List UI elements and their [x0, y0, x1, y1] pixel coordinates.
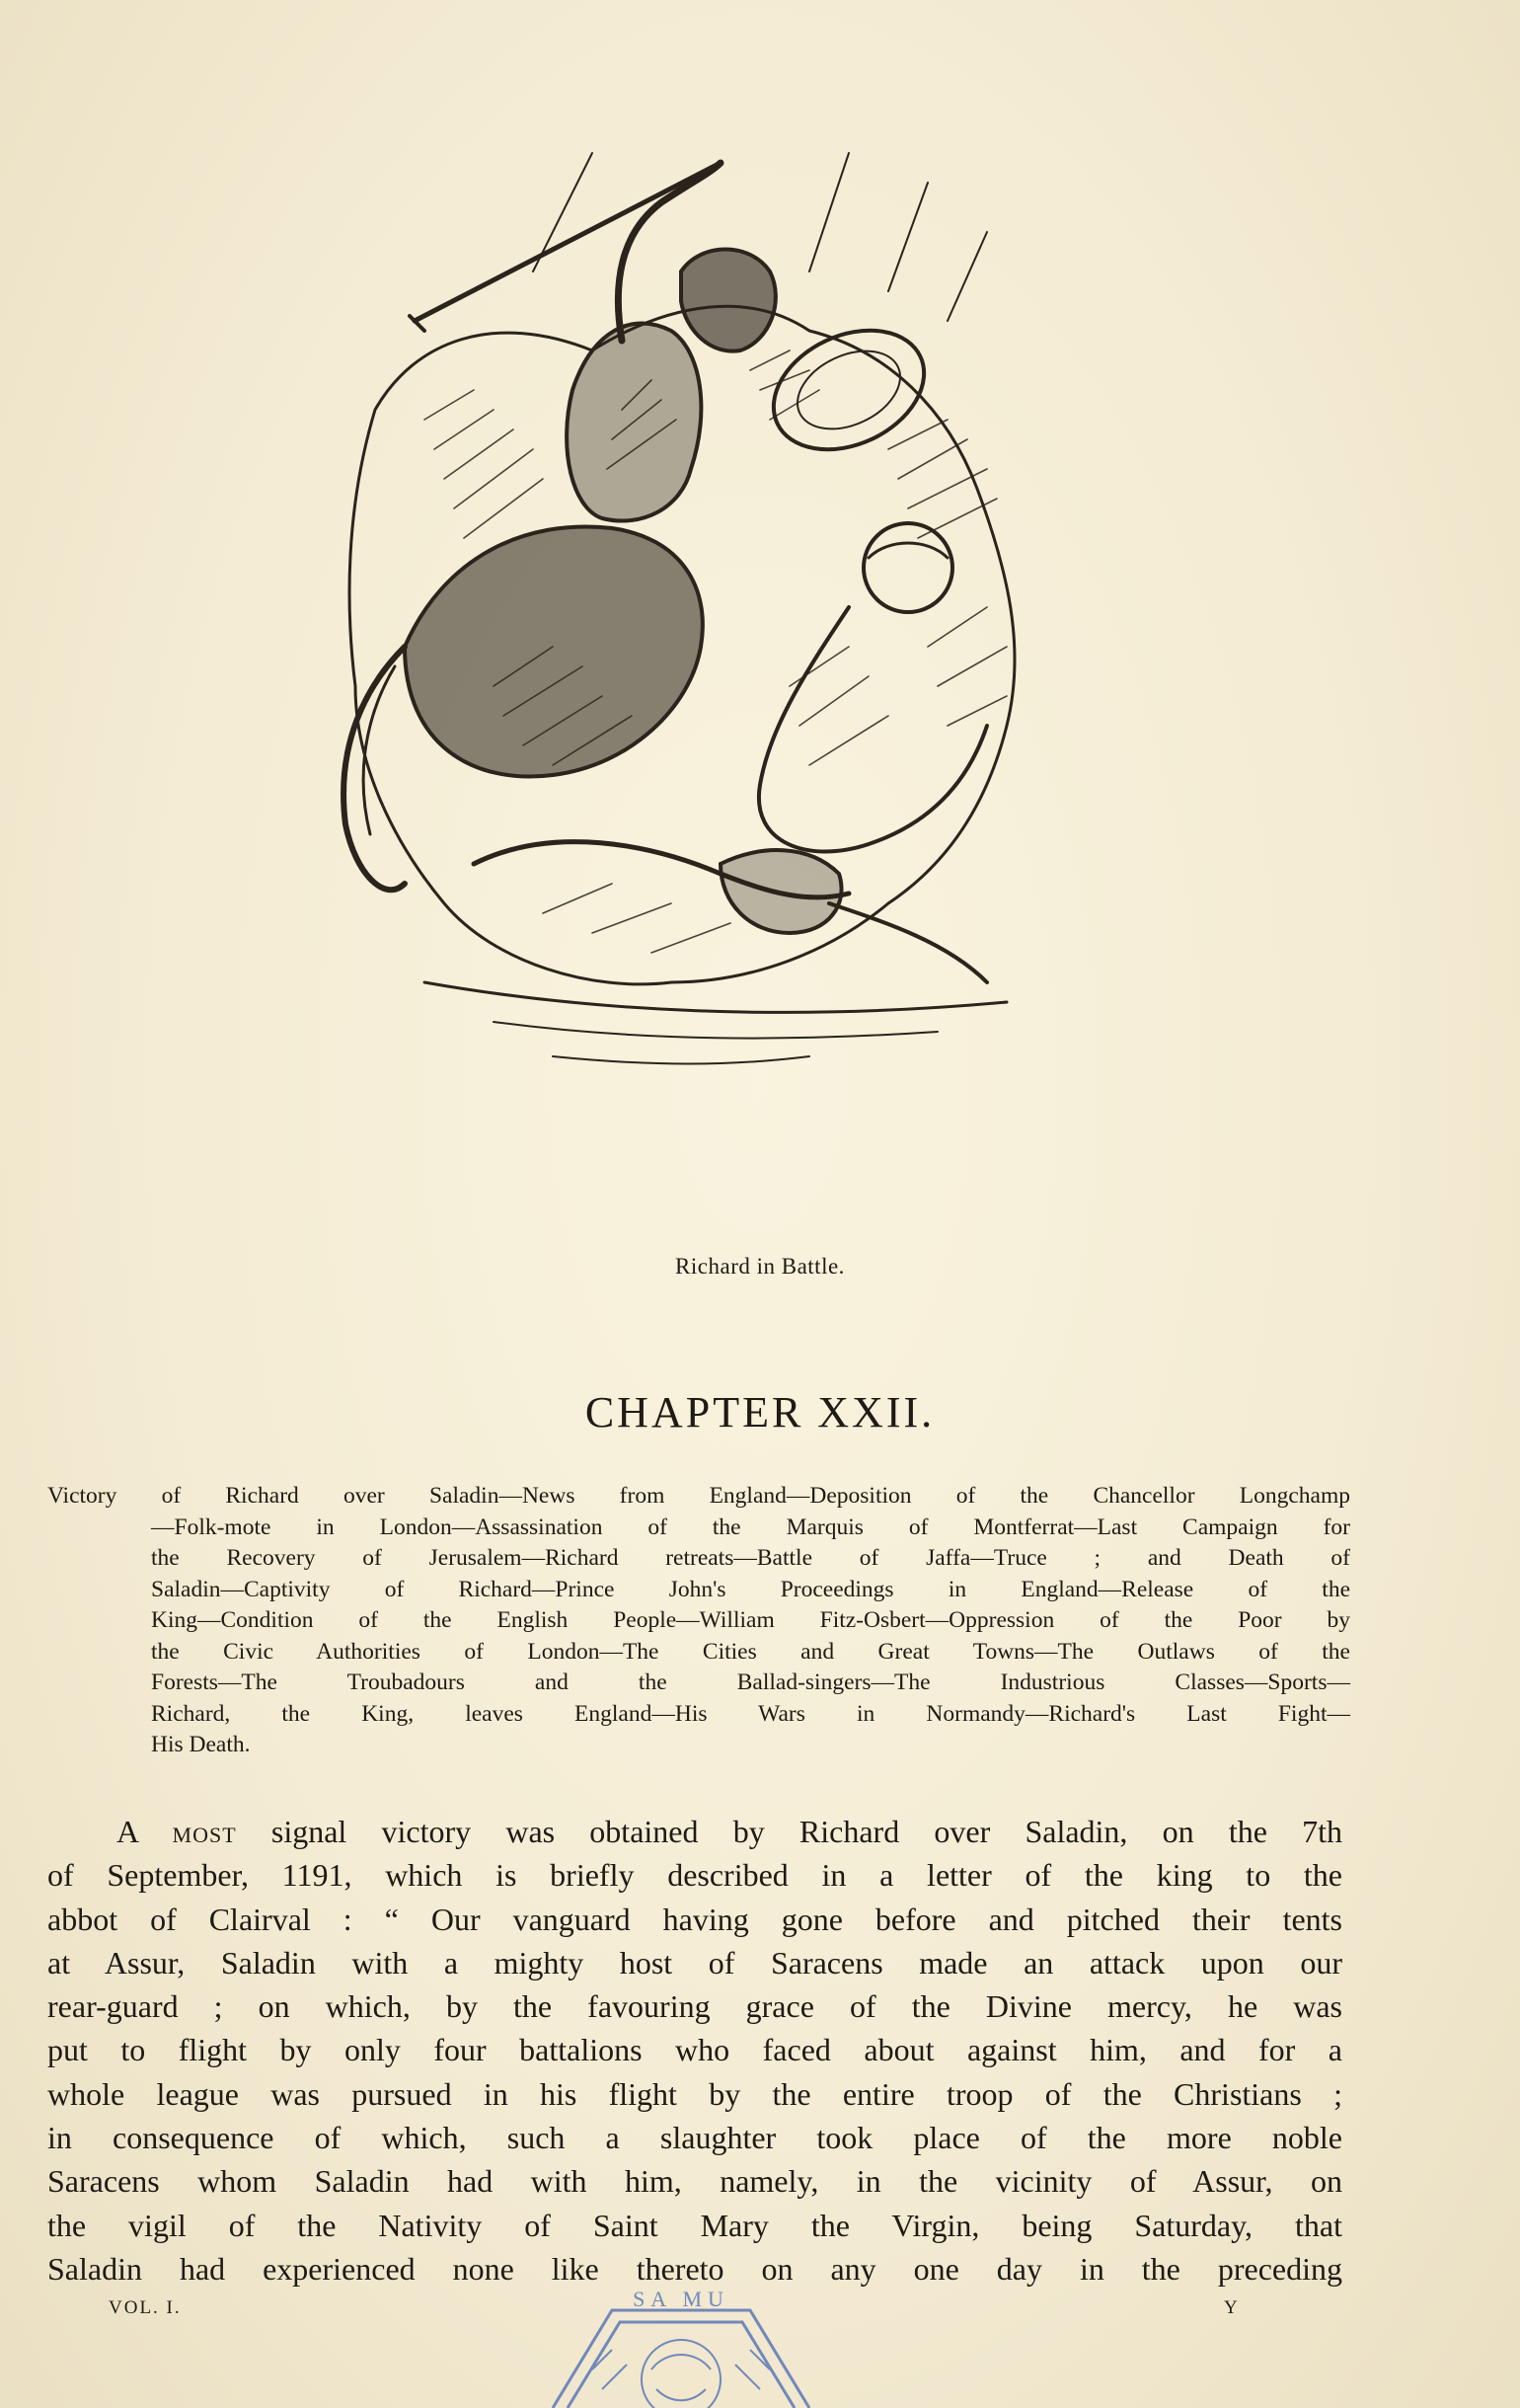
body-line: in consequence of which, such a slaughter took place of the more noble: [47, 2120, 1342, 2156]
body-paragraph: [47, 1810, 1342, 2291]
body-line: Saracens whom Saladin had with him, namely, in the vicinity of Assur, on: [47, 2163, 1342, 2200]
synopsis-line: Saladin—Captivity of Richard—Prince John's Proceedings in England—Release of the: [151, 1576, 1350, 1602]
synopsis-line: the Civic Authorities of London—The Cities and Great Towns—The Outlaws of the: [151, 1638, 1350, 1665]
chapter-synopsis: [47, 1481, 1350, 1761]
dropcap-word: A: [116, 1814, 138, 1849]
stamp-text: SA MU: [633, 2287, 729, 2311]
body-line: put to flight by only four battalions who faced about against him, and for a: [47, 2032, 1342, 2068]
first-line-rest: signal victory was obtained by Richard over Saladin, on the 7th: [270, 1814, 1343, 1849]
body-line: whole league was pursued in his flight by the entire troop of the Christians ;: [47, 2075, 1342, 2112]
footer-volume: VOL. I.: [109, 2297, 182, 2318]
smallcaps-word: most: [172, 1814, 237, 1849]
library-stamp-icon: [533, 2271, 829, 2408]
synopsis-line: Forests—The Troubadours and the Ballad-singers—The Industrious Classes—Sports—: [151, 1670, 1350, 1695]
synopsis-line: Victory of Richard over Saladin—News from England—Deposition of the Chancellor Longchamp: [47, 1483, 1350, 1509]
chapter-title: CHAPTER XXII.: [584, 1388, 936, 1437]
body-line: abbot of Clairval : “ Our vanguard having gone before and pitched their tents: [47, 1901, 1342, 1937]
body-line-first: [47, 1810, 1342, 1853]
engraving-battle-scene-icon: [296, 94, 1145, 1229]
synopsis-line: the Recovery of Jerusalem—Richard retreats—Battle of Jaffa—Truce ; and Death of: [151, 1545, 1350, 1571]
body-line: of September, 1191, which is briefly described in a letter of the king to the: [47, 1857, 1342, 1894]
body-line: rear-guard ; on which, by the favouring grace of the Divine mercy, he was: [47, 1988, 1342, 2025]
synopsis-line: His Death.: [151, 1732, 251, 1757]
synopsis-line: —Folk-mote in London—Assassination of the Marquis of Montferrat—Last Campaign for: [151, 1514, 1350, 1540]
footer-signature: Y: [1224, 2297, 1238, 2318]
synopsis-line: King—Condition of the English People—William Fitz-Osbert—Oppression of the Poor by: [151, 1607, 1350, 1633]
synopsis-line: Richard, the King, leaves England—His Wars in Normandy—Richard's Last Fight—: [151, 1700, 1350, 1727]
body-line: the vigil of the Nativity of Saint Mary the Virgin, being Saturday, that: [47, 2207, 1342, 2243]
body-line: Saladin had experienced none like thereto on any one day in the preceding: [47, 2250, 1342, 2287]
body-line: at Assur, Saladin with a mighty host of Saracens made an attack upon our: [47, 1944, 1342, 1981]
illustration-caption: Richard in Battle.: [675, 1254, 845, 1279]
